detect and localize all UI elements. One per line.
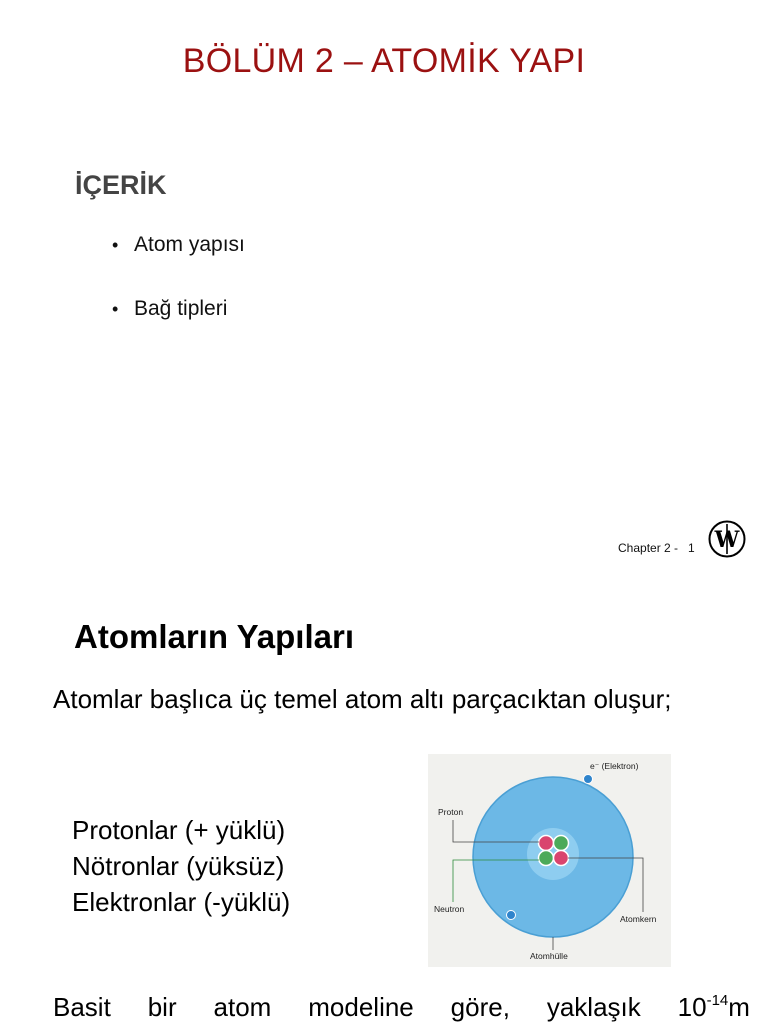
- proton-particle: [539, 836, 554, 851]
- particle-proton: Protonlar (+ yüklü): [72, 815, 286, 845]
- neutron-particle: [554, 836, 569, 851]
- section-title: Atomların Yapıları: [74, 618, 354, 655]
- proton-label: Proton: [438, 807, 464, 817]
- electron-label: e⁻ (Elektron): [590, 761, 639, 771]
- bullet-text: Bağ tipleri: [134, 297, 228, 320]
- slide-title: BÖLÜM 2 – ATOMİK YAPI: [182, 42, 586, 80]
- word: Basit: [53, 992, 111, 1022]
- nucleus-label: Atomkern: [620, 914, 657, 924]
- contents-heading: İÇERİK: [75, 170, 167, 200]
- intro-paragraph: Atomlar başlıca üç temel atom altı parçacıktan oluşur;: [53, 684, 672, 714]
- size-value: $10^{-14}m$: [677, 992, 750, 1022]
- proton-particle: [554, 851, 569, 866]
- bullet-item-atom-structure: [112, 233, 245, 257]
- bullet-symbol: •: [112, 299, 119, 319]
- shell-label: Atomhülle: [530, 951, 568, 961]
- particle-electron: Elektronlar (-yüklü): [72, 887, 291, 917]
- neutron-particle: [539, 851, 554, 866]
- word: göre,: [450, 992, 510, 1022]
- bullet-item-bond-types: [112, 297, 227, 321]
- bullet-symbol: •: [112, 235, 119, 255]
- word: modeline: [308, 992, 414, 1022]
- model-description-text: [53, 990, 750, 1024]
- logo-letters: W: [714, 527, 740, 553]
- word: yaklaşık: [546, 992, 641, 1022]
- neutron-label: Neutron: [434, 904, 465, 914]
- chapter-footer: Chapter 2 - 1: [618, 541, 695, 555]
- bullet-text: Atom yapısı: [134, 233, 245, 256]
- electron-particle: [507, 911, 516, 920]
- atom-diagram: [428, 754, 671, 967]
- particle-neutron: Nötronlar (yüksüz): [72, 851, 285, 881]
- word: bir: [147, 992, 177, 1022]
- electron-particle: [584, 775, 593, 784]
- word: atom: [213, 992, 272, 1022]
- wiley-logo-icon: [707, 519, 747, 559]
